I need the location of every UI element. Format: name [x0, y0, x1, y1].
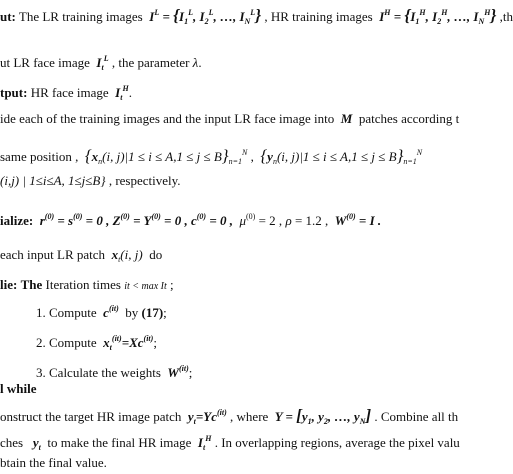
line1-tail: ,th — [499, 9, 513, 24]
iteration-text: Iteration times — [45, 277, 121, 292]
initial-values: $r^{(0)} = s^{(0)} = 0$ , $Z^{(0)} = Y^{(0)} = 0$ , $c^{(0)} = 0$ , — [36, 212, 233, 228]
position-text: same position , — [0, 149, 79, 164]
output-line: tput: HR face image $I_t^H$. — [0, 84, 132, 102]
respectively-text: , respectively. — [108, 173, 181, 188]
input-text: The LR training images — [18, 9, 143, 24]
input-label: ut: — [0, 9, 16, 24]
output-symbol: $I_t^H$ — [111, 84, 129, 102]
initial-params: $\mu^{(0)} = 2$ , ρ = 1.2 , — [239, 212, 329, 228]
initial-weight: $W^{(0)} = I$ . — [331, 212, 382, 228]
patch-symbol: $y_t$ — [26, 435, 41, 452]
step-1-symbol: $c^{(it)}$ — [99, 304, 119, 320]
input-lr-line: ut LR face image $I_t^L$ , the parameter λ. — [0, 54, 202, 72]
combine-line: ches $y_t$ to make the final HR image $I_t^H$ . In overlapping regions, average the pixel valu — [0, 434, 460, 452]
step-2: 2. Compute $x_t^{(it)}=Xc^{(it)}$; — [36, 334, 157, 352]
divide-line — [0, 110, 459, 128]
for-each-text: each input LR patch — [0, 247, 106, 262]
input-patch-symbol: $x_t(i$, j) — [111, 247, 143, 264]
final-value-text: btain the final value. — [0, 455, 107, 470]
do-keyword: do — [149, 247, 163, 262]
final-value-line — [0, 454, 107, 472]
combine-text: ches — [0, 435, 24, 450]
while-the: The — [20, 277, 43, 292]
parameter-text: , the parameter — [111, 55, 190, 70]
equation-ref: (17) — [141, 305, 164, 320]
patch-count-symbol: M — [340, 111, 353, 126]
input-line — [0, 4, 513, 31]
step-1: 1. Compute $c^{(it)}$ by (17); — [36, 304, 167, 320]
input-lr-text: ut LR face image — [0, 55, 90, 70]
divide-text: ide each of the training images and the input LR face image into — [0, 111, 335, 126]
step-3-text: 3. Calculate the weights — [36, 365, 161, 380]
hr-training-text: , HR training images — [264, 9, 373, 24]
test-patch-set: (i,j) | 1≤i≤A, 1≤j≤B} — [0, 173, 106, 188]
iteration-condition: it < max It — [124, 281, 167, 292]
construct-text: onstruct the target HR image patch — [0, 409, 182, 424]
end-while-label: l while — [0, 381, 37, 396]
step-3-symbol: $W^{(it)}$ — [164, 364, 189, 380]
lr-patch-set: {$x_n(i$, $j)|1 \le i \le A,1 \le j \le B\}_{n=1}^N$ — [84, 146, 248, 166]
input-lr-symbol: $I_t^L$ — [93, 54, 109, 72]
hr-patch-set: {$y_n(i$, $j)|1 \le i \le A,1 \le j \le B\}_{n=1}^N$ — [260, 146, 423, 166]
step-3: 3. Calculate the weights $W^{(it)}$; — [36, 364, 193, 380]
lambda-symbol: λ — [192, 55, 199, 70]
while-line: lie: The Iteration times it < max It ; — [0, 277, 174, 292]
lr-training-set: $I^L = \{I_1^L$, $I_2^L$, …, $I_N^L$} — [146, 6, 262, 26]
test-patch-set-line — [0, 172, 181, 190]
hr-dictionary-formula: $Y = [y_1$, $y_2$, …, $y_N$] — [271, 406, 372, 426]
initialize-label: ialize: — [0, 213, 34, 228]
position-line: same position , {$x_n(i$, $j)|1 \le i \le A,1 \le j \le B\}_{n=1}^N$ , {$y_n(i$, $j)|1 \le i \le A,1 \le j \le B\}_{n=1}^N$ — [0, 146, 423, 166]
hr-training-set: $I^H = \{I_1^H$, $I_2^H$, …, $I_N^H$} — [375, 6, 497, 26]
construct-line: onstruct the target HR image patch $y_t=Yc^{(it)}$ , where $Y = [y_1$, $y_2$, …, $y_N$] . Combine all th — [0, 406, 459, 426]
step-2-symbol: $x_t^{(it)}=Xc^{(it)}$ — [99, 334, 154, 352]
final-image-symbol: $I_t^H$ — [194, 434, 212, 452]
output-text: HR face image — [30, 85, 109, 100]
output-label: tput: — [0, 85, 28, 100]
end-while-line — [0, 380, 36, 398]
target-patch-formula: $y_t=Yc^{(it)}$ — [184, 408, 227, 426]
step-2-text: 2. Compute — [36, 335, 97, 350]
step-1-text: 1. Compute — [36, 305, 97, 320]
while-label: lie: — [0, 277, 18, 292]
initialize-line — [0, 208, 381, 230]
divide-tail: patches according t — [358, 111, 460, 126]
for-each-line — [0, 246, 162, 269]
